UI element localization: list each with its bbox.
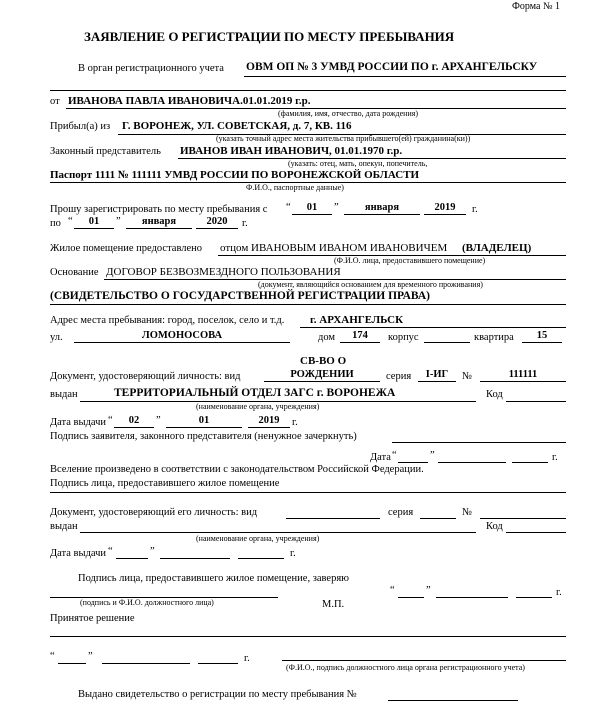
signature-label: Подпись заявителя, законного представителя (ненужное зачеркнуть) [50, 431, 357, 442]
signature-month-line [438, 462, 506, 463]
address-city[interactable]: г. АРХАНГЕЛЬСК [310, 314, 404, 326]
owner-series-label: серия [388, 507, 414, 518]
footer-line [388, 700, 518, 701]
authority-label: В орган регистрационного учета [78, 63, 224, 74]
quote-open: “ [392, 450, 397, 461]
certify-month-line [436, 597, 508, 598]
arrived-from-hint: (указать точный адрес места жительства прибывшего(ей) гражданина(ки)) [216, 134, 471, 143]
house-value[interactable]: 174 [340, 331, 380, 343]
authority-line [244, 76, 566, 77]
house-label: дом [318, 332, 336, 343]
period-from-year[interactable]: 2019 [424, 203, 466, 215]
owner-sign-line [50, 492, 566, 493]
owner-series-line [420, 518, 456, 519]
certify-label: Подпись лица, предоставившего жилое помещение, заверяю [78, 573, 349, 584]
representative-value[interactable]: ИВАНОВ ИВАН ИВАНОВИЧ, 01.01.1970 г.р. [180, 145, 403, 157]
street-value[interactable]: ЛОМОНОСОВА [74, 331, 290, 343]
arrived-from-value[interactable]: Г. ВОРОНЕЖ, УЛ. СОВЕТСКАЯ, д. 7, КВ. 116 [122, 120, 352, 132]
authority-line-2 [50, 90, 566, 91]
passport-hint: Ф.И.О., паспортные данные) [246, 183, 344, 192]
quote-close: ” [156, 415, 161, 426]
apartment-label: квартира [474, 332, 514, 343]
owner-issued-line [80, 532, 476, 533]
owner-doc-label: Документ, удостоверяющий его личность: вид [50, 507, 258, 518]
id-date-label: Дата выдачи [50, 417, 107, 428]
decision-year-line [198, 663, 238, 664]
quote-close: ” [150, 546, 155, 557]
quote-close: ” [430, 450, 435, 461]
id-issued-by[interactable]: ТЕРРИТОРИАЛЬНЫЙ ОТДЕЛ ЗАГС г. ВОРОНЕЖА [114, 387, 396, 399]
representative-label: Законный представитель [50, 146, 161, 157]
period-from-month[interactable]: января [344, 203, 420, 215]
quote-open: “ [108, 415, 113, 426]
id-date-day[interactable]: 02 [114, 416, 154, 428]
quote-close: ” [88, 651, 93, 662]
id-code-label: Код [486, 389, 503, 400]
owner-date-month-line [160, 558, 230, 559]
owner-date-year-line [238, 558, 284, 559]
representative-hint: (указать: отец, мать, опекун, попечитель, [288, 159, 428, 168]
owner-issued-hint: (наименование органа, учреждения) [196, 534, 320, 543]
basis-value[interactable]: ДОГОВОР БЕЗВОЗМЕЗДНОГО ПОЛЬЗОВАНИЯ [106, 266, 341, 278]
signature-line [392, 442, 566, 443]
applicant-hint: (фамилия, имя, отчество, дата рождения) [278, 109, 419, 118]
certify-hint: (подпись и Ф.И.О. должностного лица) [80, 598, 214, 607]
apartment-value[interactable]: 15 [522, 331, 562, 343]
id-kind[interactable]: РОЖДЕНИИ [264, 370, 380, 382]
owner-line-2: Подпись лица, предоставившего жилое помещение [50, 478, 280, 489]
housing-value[interactable]: отцом ИВАНОВЫМ ИВАНОМ ИВАНОВИЧЕМ [220, 242, 448, 254]
period-to-year[interactable]: 2020 [196, 217, 238, 229]
certify-day-line [398, 597, 424, 598]
arrived-from-label: Прибыл(а) из [50, 121, 111, 132]
housing-role[interactable]: (ВЛАДЕЛЕЦ) [462, 242, 532, 254]
owner-date-year-suffix: г. [290, 548, 296, 559]
period-to-month[interactable]: января [126, 217, 192, 229]
period-from-day[interactable]: 01 [292, 203, 332, 215]
basis-value-2[interactable]: (СВИДЕТЕЛЬСТВО О ГОСУДАРСТВЕННОЙ РЕГИСТРАЦИИ ПРАВА) [50, 290, 430, 302]
address-label: Адрес места пребывания: город, поселок, село и т.д. [50, 315, 285, 326]
id-kind-top[interactable]: СВ-ВО О [300, 355, 347, 367]
id-issued-label: выдан [50, 389, 78, 400]
signature-year-line [512, 462, 548, 463]
period-to-year-suffix: г. [242, 218, 248, 229]
address-city-line [300, 327, 566, 328]
owner-code-label: Код [486, 521, 503, 532]
housing-hint: (Ф.И.О. лица, предоставившего помещение) [334, 256, 486, 265]
period-from-year-suffix: г. [472, 204, 478, 215]
id-date-month[interactable]: 01 [166, 416, 242, 428]
street-label: ул. [50, 332, 63, 343]
applicant-value[interactable]: ИВАНОВА ПАВЛА ИВАНОВИЧА.01.01.2019 г.р. [68, 95, 311, 107]
owner-date-label: Дата выдачи [50, 548, 107, 559]
quote-open: “ [108, 546, 113, 557]
id-number[interactable]: 111111 [480, 370, 566, 382]
form-number: Форма № 1 [512, 1, 560, 12]
decision-sign-line [282, 660, 566, 661]
owner-code-line [506, 532, 566, 533]
id-code-line [506, 401, 566, 402]
housing-label: Жилое помещение предоставлено [50, 243, 203, 254]
decision-label: Принятое решение [50, 613, 135, 624]
quote-close: ” [116, 216, 121, 227]
owner-number-label: № [462, 507, 473, 518]
applicant-label: от [50, 96, 60, 107]
building-value[interactable] [424, 331, 470, 343]
decision-hint: (Ф.И.О., подпись должностного лица органа регистрационного учета) [286, 663, 525, 672]
quote-open: “ [50, 651, 55, 662]
passport-value[interactable]: Паспорт 1111 № 111111 УМВД РОССИИ ПО ВОРОНЕЖСКОЙ ОБЛАСТИ [50, 169, 420, 181]
certify-mp: М.П. [322, 599, 345, 610]
certify-year-line [516, 597, 552, 598]
building-label: корпус [388, 332, 419, 343]
id-series-label: серия [386, 371, 412, 382]
quote-open: “ [390, 585, 395, 596]
signature-year-suffix: г. [552, 452, 558, 463]
quote-open: “ [286, 202, 291, 213]
decision-month-line [102, 663, 190, 664]
id-date-year[interactable]: 2019 [248, 416, 290, 428]
id-doc-label: Документ, удостоверяющий личность: вид [50, 371, 241, 382]
decision-day-line [58, 663, 86, 664]
period-to-day[interactable]: 01 [74, 217, 114, 229]
owner-number-line [480, 518, 566, 519]
certify-year-suffix: г. [556, 587, 562, 598]
quote-close: ” [334, 202, 339, 213]
footer-label: Выдано свидетельство о регистрации по месту пребывания № [78, 689, 357, 700]
period-to-label: по [50, 218, 61, 229]
id-number-label: № [462, 371, 473, 382]
basis-label: Основание [50, 267, 99, 278]
id-issued-hint: (наименование органа, учреждения) [196, 402, 320, 411]
signature-date-label: Дата [370, 452, 391, 463]
decision-year-suffix: г. [244, 653, 250, 664]
quote-open: “ [68, 216, 73, 227]
owner-date-day-line [116, 558, 148, 559]
id-date-year-suffix: г. [292, 417, 298, 428]
period-from-label: Прошу зарегистрировать по месту пребывания с [50, 204, 268, 215]
basis-hint: (документ, являющийся основанием для временного проживания) [258, 280, 483, 289]
basis-line-2 [50, 304, 566, 305]
authority-value[interactable]: ОВМ ОП № 3 УМВД РОССИИ ПО г. АРХАНГЕЛЬСКУ [246, 61, 538, 73]
id-series[interactable]: I-ИГ [418, 370, 456, 382]
owner-doc-kind-line [286, 518, 380, 519]
form-title: ЗАЯВЛЕНИЕ О РЕГИСТРАЦИИ ПО МЕСТУ ПРЕБЫВАНИЯ [84, 29, 455, 44]
owner-line-1: Вселение произведено в соответствии с законодательством Российской Федерации. [50, 464, 424, 475]
quote-close: ” [426, 585, 431, 596]
owner-issued-label: выдан [50, 521, 78, 532]
signature-day-line [398, 462, 428, 463]
decision-line-1 [50, 636, 566, 637]
